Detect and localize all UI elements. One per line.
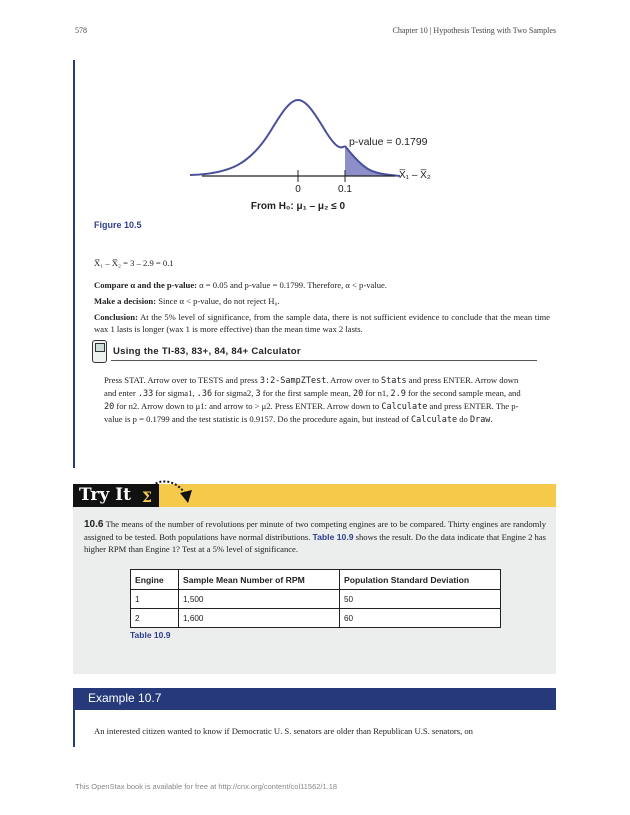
table-cell: 60 [340,609,501,628]
example-title: Example 10.7 [88,691,162,705]
difference-equation: X̅₁ – X̅₂ = 3 – 2.9 = 0.1 [94,258,174,268]
engine-rpm-table [130,569,501,628]
table-cell: 1 [131,590,179,609]
table-cell: 50 [340,590,501,609]
decision-paragraph [94,295,550,307]
page-number: 578 [75,26,87,35]
conclusion-text: At the 5% level of significance, from the sample data, there is not sufficient evidence to conclude that the mean time wax 1 lasts is longer (wax 1 is more effective) than the mean time wax 2 lasts. [94,312,550,334]
footer-note: This OpenStax book is available for free at http://cnx.org/content/col11562/1.18 [75,782,338,791]
table-header-row [131,570,501,590]
table-cell: 1,600 [179,609,340,628]
try-it-title: Try It [79,485,131,505]
axis-label: X̅₁ – X̅₂ [399,170,431,181]
decision-text: Since α < p-value, do not reject H₀. [156,296,280,306]
calculator-heading: Using the TI-83, 83+, 84, 84+ Calculator [113,346,301,357]
calculator-screen-icon [95,343,105,352]
running-head: Chapter 10 | Hypothesis Testing with Two Samples [392,26,556,35]
table-caption: Table 10.9 [130,630,171,640]
try-it-arrow-icon [140,477,195,507]
conclusion-paragraph [94,311,550,335]
table-row [131,609,501,628]
compare-text: α = 0.05 and p-value = 0.1799. Therefore, α < p-value. [197,280,387,290]
compare-label: Compare α and the p-value: [94,280,197,290]
try-it-problem: 10.6 The means of the number of revolutions per minute of two competing engines are to be compared. Thirty engines are randomly assigned to be tested. Both populations have normal distributions. Table 10.9 shows the result. Do the data indicate that Engine 2 has higher RPM than Engine 1? Test at a 5% level of significance. [84,519,546,554]
table-link[interactable]: Table 10.9 [312,532,354,542]
normal-distribution-figure [190,82,450,217]
conclusion-label: Conclusion: [94,312,138,322]
table-header: Engine [131,570,179,590]
hypothesis-label: From H₀: μ₁ – μ₂ ≤ 0 [250,201,346,212]
example-left-rule-2 [73,710,75,747]
table-row [131,590,501,609]
table-header: Sample Mean Number of RPM [179,570,340,590]
problem-number: 10.6 [84,519,104,530]
svg-text:Σ: Σ [142,490,152,506]
tick-label-0-1: 0.1 [338,184,352,195]
example-left-rule [73,60,75,468]
example-text: An interested citizen wanted to know if Democratic U. S. senators are older than Republican U.S. senators, on [94,726,473,736]
table-cell: 1,500 [179,590,340,609]
table-header: Population Standard Deviation [340,570,501,590]
figure-caption: Figure 10.5 [94,220,142,230]
pvalue-label: p-value = 0.1799 [349,136,428,148]
calculator-instructions: Press STAT. Arrow over to TESTS and press 3:2-SampZTest. Arrow over to Stats and press ENTER. Arrow down and enter .33 for sigma1, .36 for sigma2, 3 for the first sample mean, 20 for n1, 2.9 for the second sample mean, and 20 for n2. Arrow down to μ1: and arrow to > μ2. Press ENTER. Arrow down to Calculate and press ENTER. The p-value is p = 0.1799 and the test statistic is 0.9157. Do the procedure again, but instead of Calculate do Draw. [104,375,521,425]
compare-paragraph [94,279,550,291]
tick-label-0: 0 [295,184,301,195]
table-cell: 2 [131,609,179,628]
calculator-divider [111,360,537,361]
decision-label: Make a decision: [94,296,157,306]
